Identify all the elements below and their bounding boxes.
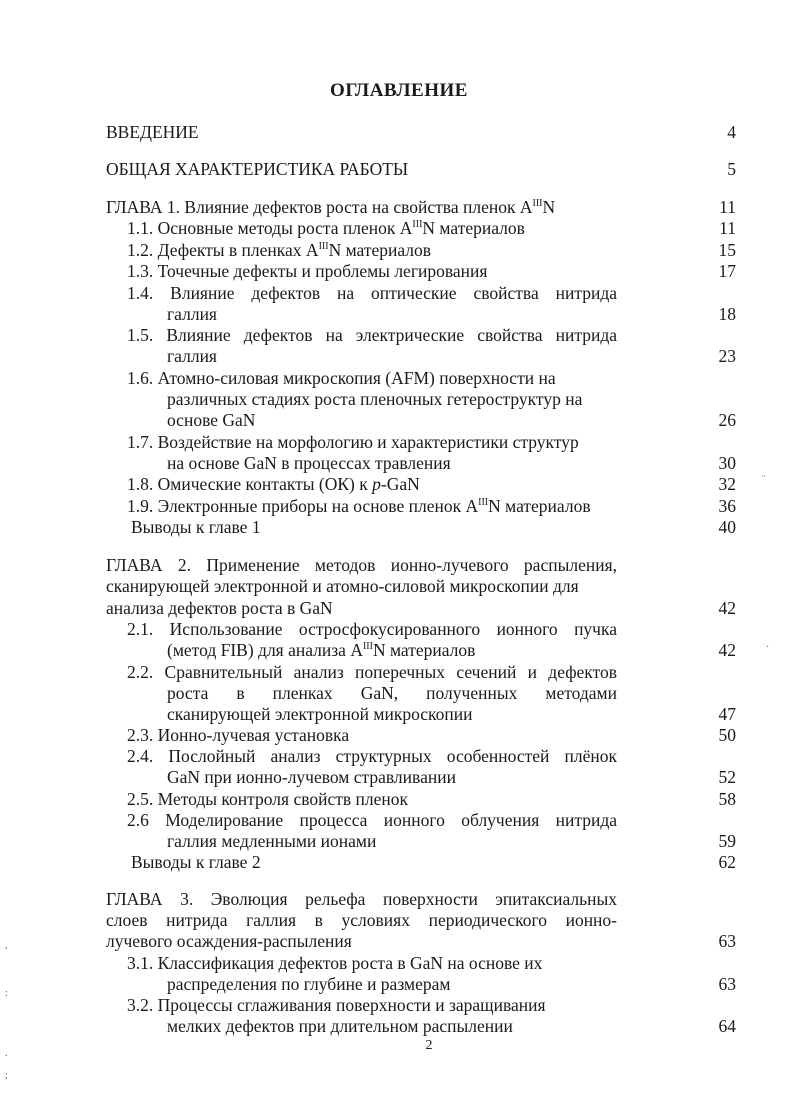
section-1-2-text: 1.2. Дефекты в пленках A xyxy=(127,240,319,260)
toc-page-1-6: 26 xyxy=(718,410,736,430)
toc-section-1-5[interactable]: 1.5. Влияние дефектов на электрические свойства нитрида xyxy=(127,325,617,345)
toc-entry-intro[interactable]: ВВЕДЕНИЕ xyxy=(106,122,199,142)
toc-section-2-6-cont[interactable]: галлия медленными ионами xyxy=(167,831,377,851)
toc-page-2-5: 58 xyxy=(718,789,736,809)
toc-section-3-1[interactable]: 3.1. Классификация дефектов роста в GaN на основе их xyxy=(127,953,543,973)
toc-page-1-8: 32 xyxy=(718,474,736,494)
toc-section-1-8[interactable] xyxy=(127,474,420,495)
toc-page-1-2: 15 xyxy=(718,240,736,260)
section-1-1-text-end: N материалов xyxy=(422,218,525,238)
scan-speck: . xyxy=(5,1048,8,1059)
toc-section-1-4-cont[interactable]: галлия xyxy=(167,304,217,324)
section-1-9-text: 1.9. Электронные приборы на основе пленок A xyxy=(127,496,479,516)
section-1-1-text: 1.1. Основные методы роста пленок A xyxy=(127,218,413,238)
toc-page-chapter-3: 63 xyxy=(718,931,736,951)
section-1-8-text: 1.8. Омические контакты (ОК) к xyxy=(127,474,373,494)
page-number: 2 xyxy=(425,1038,433,1053)
section-1-2-sup: III xyxy=(318,241,329,252)
toc-page-1-5: 23 xyxy=(718,346,736,366)
scan-speck: , xyxy=(5,940,8,951)
toc-page-1-9: 36 xyxy=(718,496,736,516)
toc-page-general: 5 xyxy=(727,159,736,179)
scan-speck: : xyxy=(5,988,8,999)
toc-page-1-1: 11 xyxy=(719,218,736,238)
toc-chapter-3-cont[interactable]: слоев нитрида галлия в условиях периодического ионно- xyxy=(106,910,617,930)
toc-section-1-5-cont[interactable]: галлия xyxy=(167,346,217,366)
toc-chapter-3-cont2[interactable]: лучевого осаждения-распыления xyxy=(106,931,352,951)
section-1-2-text-end: N материалов xyxy=(328,240,432,260)
toc-page-2-4: 52 xyxy=(718,767,736,787)
section-1-9-text-end: N материалов xyxy=(488,496,591,516)
chapter-1-text-end: N xyxy=(542,197,556,217)
toc-section-2-3[interactable]: 2.3. Ионно-лучевая установка xyxy=(127,725,350,745)
section-1-8-text-end: -GaN xyxy=(380,474,420,494)
toc-chapter-3[interactable]: ГЛАВА 3. Эволюция рельефа поверхности эпитаксиальных xyxy=(106,889,617,909)
toc-section-2-5[interactable]: 2.5. Методы контроля свойств пленок xyxy=(127,789,408,809)
section-2-1-text-end: N материалов xyxy=(372,640,476,660)
chapter-1-sup: III xyxy=(532,198,543,209)
toc-section-1-6-cont[interactable]: различных стадиях роста пленочных гетероструктур на xyxy=(167,389,583,409)
toc-section-1-6-cont2[interactable]: основе GaN xyxy=(167,410,256,430)
toc-page-2-6: 59 xyxy=(718,831,736,851)
toc-section-2-4-cont[interactable]: GaN при ионно-лучевом стравливании xyxy=(167,767,456,787)
scan-speck: · xyxy=(766,642,770,653)
toc-section-2-1[interactable]: 2.1. Использование остросфокусированного ионного пучка xyxy=(127,619,617,639)
toc-page-chapter-2: 42 xyxy=(718,598,736,618)
toc-conclusions-2[interactable]: Выводы к главе 2 xyxy=(131,852,261,872)
toc-page-2-1: 42 xyxy=(718,640,736,660)
toc-section-1-3[interactable]: 1.3. Точечные дефекты и проблемы легирования xyxy=(127,261,488,281)
section-1-8-italic: p xyxy=(372,474,381,494)
toc-section-1-2[interactable] xyxy=(127,240,431,261)
toc-page-chapter-1: 11 xyxy=(719,197,736,217)
toc-chapter-2[interactable]: ГЛАВА 2. Применение методов ионно-лучевого распыления, xyxy=(106,555,617,575)
toc-section-1-7[interactable]: 1.7. Воздействие на морфологию и характеристики структур xyxy=(127,432,579,452)
toc-page-2-3: 50 xyxy=(718,725,736,745)
toc-section-2-1-cont[interactable] xyxy=(167,640,475,661)
toc-page-1-7: 30 xyxy=(718,453,736,473)
toc-page-3-1: 63 xyxy=(718,974,736,994)
toc-section-2-4[interactable]: 2.4. Послойный анализ структурных особенностей плёнок xyxy=(127,746,617,766)
toc-section-2-2-cont[interactable]: роста в пленках GaN, полученных методами xyxy=(167,683,617,703)
toc-page-3-2: 64 xyxy=(718,1016,736,1036)
toc-section-3-1-cont[interactable]: распределения по глубине и размерам xyxy=(167,974,451,994)
scan-speck: ¨ xyxy=(762,474,766,485)
section-2-1-sup: III xyxy=(362,641,373,652)
toc-page-2-2: 47 xyxy=(718,704,736,724)
toc-section-2-2[interactable]: 2.2. Сравнительный анализ поперечных сечений и дефектов xyxy=(127,662,617,682)
toc-entry-general[interactable]: ОБЩАЯ ХАРАКТЕРИСТИКА РАБОТЫ xyxy=(106,159,409,179)
toc-page-conclusions-2: 62 xyxy=(718,852,736,872)
chapter-1-text: ГЛАВА 1. Влияние дефектов роста на свойства пленок A xyxy=(106,197,533,217)
toc-section-1-4[interactable]: 1.4. Влияние дефектов на оптические свойства нитрида xyxy=(127,283,617,303)
toc-section-1-6[interactable]: 1.6. Атомно-силовая микроскопия (AFM) поверхности на xyxy=(127,368,556,388)
toc-conclusions-1[interactable]: Выводы к главе 1 xyxy=(131,517,261,537)
section-1-9-sup: III xyxy=(478,497,489,508)
toc-chapter-2-cont[interactable]: сканирующей электронной и атомно-силовой микроскопии для xyxy=(106,576,579,596)
toc-page-1-4: 18 xyxy=(718,304,736,324)
toc-section-3-2-cont[interactable]: мелких дефектов при длительном распылении xyxy=(167,1016,513,1036)
toc-section-1-1[interactable] xyxy=(127,218,525,239)
page-title: ОГЛАВЛЕНИЕ xyxy=(330,80,468,101)
toc-chapter-1[interactable] xyxy=(106,197,555,218)
toc-section-1-9[interactable] xyxy=(127,496,591,517)
toc-section-1-7-cont[interactable]: на основе GaN в процессах травления xyxy=(167,453,451,473)
toc-page-intro: 4 xyxy=(727,122,736,142)
toc-page-1-3: 17 xyxy=(718,261,736,281)
toc-chapter-2-cont2[interactable]: анализа дефектов роста в GaN xyxy=(106,598,333,618)
section-1-1-sup: III xyxy=(412,219,423,230)
section-2-1-text: (метод FIB) для анализа A xyxy=(167,640,363,660)
toc-section-2-2-cont2[interactable]: сканирующей электронной микроскопии xyxy=(167,704,473,724)
toc-section-2-6[interactable]: 2.6 Моделирование процесса ионного облучения нитрида xyxy=(127,810,617,830)
toc-section-3-2[interactable]: 3.2. Процессы сглаживания поверхности и заращивания xyxy=(127,995,546,1015)
toc-page-conclusions-1: 40 xyxy=(718,517,736,537)
scan-speck: ; xyxy=(5,1070,8,1081)
